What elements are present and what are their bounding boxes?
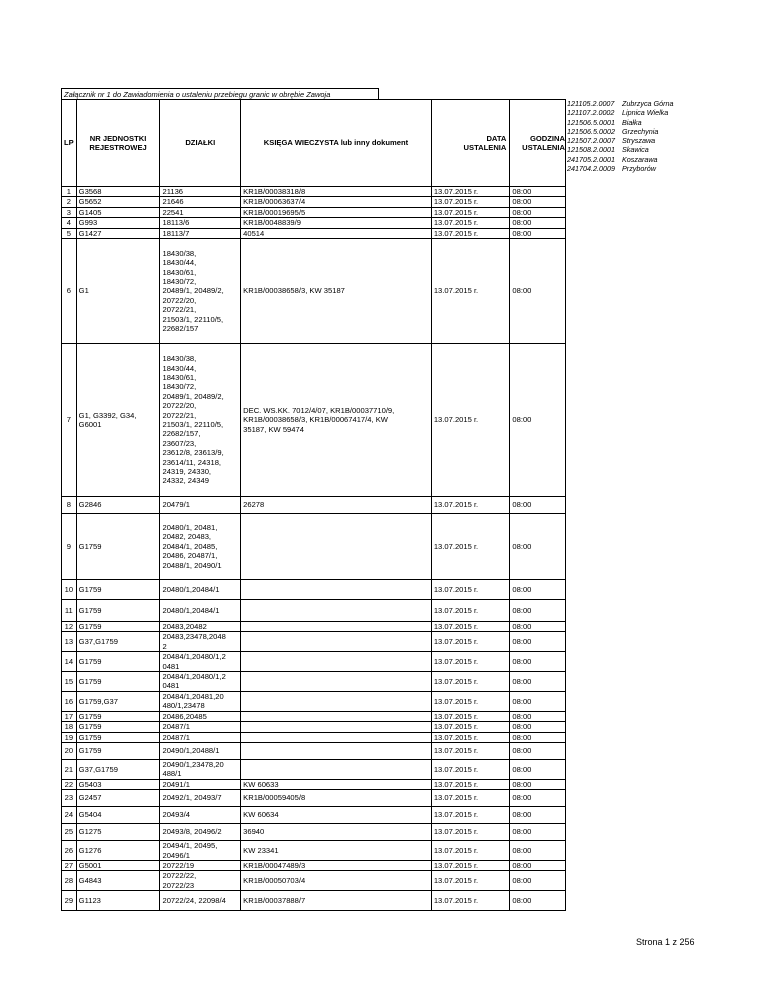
nr-jednostki-cell: G1759 xyxy=(76,652,160,672)
nr-jednostki-cell: G5403 xyxy=(76,779,160,789)
commune-code-row xyxy=(567,108,674,117)
ksiega-cell: KR1B/00050703/4 xyxy=(241,871,432,891)
table-row xyxy=(62,742,566,759)
lp-cell: 21 xyxy=(62,759,77,779)
ksiega-cell: 36940 xyxy=(241,824,432,841)
ksiega-cell: KR1B/00038318/8 xyxy=(241,187,432,197)
dzialki-cell: 20484/1,20480/1,2 0481 xyxy=(160,652,241,672)
commune-name: Zubrzyca Górna xyxy=(622,99,674,108)
commune-name: Koszarawa xyxy=(622,154,658,164)
ksiega-cell xyxy=(241,514,432,580)
data-cell: 13.07.2015 r. xyxy=(431,891,510,911)
commune-code-row xyxy=(567,127,674,136)
table-row xyxy=(62,497,566,514)
data-cell: 13.07.2015 r. xyxy=(431,600,510,622)
godzina-cell: 08:00 xyxy=(510,228,566,238)
lp-cell: 18 xyxy=(62,722,77,732)
dzialki-cell: 20487/1 xyxy=(160,732,241,742)
header-dzialki: DZIAŁKI xyxy=(160,100,241,187)
table-row xyxy=(62,622,566,632)
godzina-cell: 08:00 xyxy=(510,841,566,861)
lp-cell: 29 xyxy=(62,891,77,911)
godzina-cell: 08:00 xyxy=(510,344,566,497)
godzina-cell: 08:00 xyxy=(510,239,566,344)
ksiega-cell xyxy=(241,732,432,742)
godzina-cell: 08:00 xyxy=(510,722,566,732)
nr-jednostki-cell: G37,G1759 xyxy=(76,632,160,652)
godzina-cell: 08:00 xyxy=(510,218,566,228)
data-cell: 13.07.2015 r. xyxy=(431,580,510,600)
table-row xyxy=(62,759,566,779)
nr-jednostki-cell: G5404 xyxy=(76,807,160,824)
dzialki-cell: 20491/1 xyxy=(160,779,241,789)
commune-code-row xyxy=(567,99,674,108)
godzina-cell: 08:00 xyxy=(510,871,566,891)
godzina-cell: 08:00 xyxy=(510,807,566,824)
lp-cell: 9 xyxy=(62,514,77,580)
nr-jednostki-cell: G1759 xyxy=(76,514,160,580)
dzialki-cell: 18113/6 xyxy=(160,218,241,228)
dzialki-cell: 20722/22, 20722/23 xyxy=(160,871,241,891)
table-header-row xyxy=(62,100,566,187)
godzina-cell: 08:00 xyxy=(510,497,566,514)
table-row xyxy=(62,871,566,891)
nr-jednostki-cell: G1759 xyxy=(76,732,160,742)
dzialki-cell: 20493/8, 20496/2 xyxy=(160,824,241,841)
godzina-cell: 08:00 xyxy=(510,790,566,807)
ksiega-cell: KR1B/0048839/9 xyxy=(241,218,432,228)
dzialki-cell: 20490/1,23478,20 488/1 xyxy=(160,759,241,779)
header-godzina: GODZINA USTALENIA xyxy=(510,100,566,187)
commune-code-row xyxy=(567,164,674,173)
table-row xyxy=(62,632,566,652)
lp-cell: 24 xyxy=(62,807,77,824)
commune-code: 241704.2.0009 xyxy=(567,164,615,174)
ksiega-cell: 26278 xyxy=(241,497,432,514)
lp-cell: 19 xyxy=(62,732,77,742)
data-cell: 13.07.2015 r. xyxy=(431,622,510,632)
table-row xyxy=(62,187,566,197)
godzina-cell: 08:00 xyxy=(510,732,566,742)
godzina-cell: 08:00 xyxy=(510,711,566,721)
commune-code: 121107.2.0002 xyxy=(567,108,615,118)
table-row xyxy=(62,652,566,672)
dzialki-cell: 20490/1,20488/1 xyxy=(160,742,241,759)
godzina-cell: 08:00 xyxy=(510,779,566,789)
ksiega-cell: KR1B/00063637/4 xyxy=(241,197,432,207)
table-row xyxy=(62,691,566,711)
table-row xyxy=(62,228,566,238)
dzialki-cell: 20722/24, 22098/4 xyxy=(160,891,241,911)
nr-jednostki-cell: G37,G1759 xyxy=(76,759,160,779)
ksiega-cell: DEC. WS.KK. 7012/4/07, KR1B/00037710/9, KR1B/00038658/3, KR1B/00067417/4, KW 35187, KW 59474 xyxy=(241,344,432,497)
lp-cell: 4 xyxy=(62,218,77,228)
lp-cell: 3 xyxy=(62,207,77,217)
godzina-cell: 08:00 xyxy=(510,600,566,622)
dzialki-cell: 20494/1, 20495, 20496/1 xyxy=(160,841,241,861)
lp-cell: 14 xyxy=(62,652,77,672)
nr-jednostki-cell: G1759 xyxy=(76,722,160,732)
nr-jednostki-cell: G1, G3392, G34, G6001 xyxy=(76,344,160,497)
godzina-cell: 08:00 xyxy=(510,622,566,632)
parcel-table xyxy=(61,99,566,911)
godzina-cell: 08:00 xyxy=(510,197,566,207)
table-row xyxy=(62,218,566,228)
commune-name: Skawica xyxy=(622,145,649,155)
dzialki-cell: 20484/1,20481,20 480/1,23478 xyxy=(160,691,241,711)
ksiega-cell xyxy=(241,652,432,672)
table-row xyxy=(62,790,566,807)
table-row xyxy=(62,860,566,870)
table-row xyxy=(62,732,566,742)
dzialki-cell: 21136 xyxy=(160,187,241,197)
godzina-cell: 08:00 xyxy=(510,187,566,197)
lp-cell: 17 xyxy=(62,711,77,721)
nr-jednostki-cell: G1275 xyxy=(76,824,160,841)
nr-jednostki-cell: G3568 xyxy=(76,187,160,197)
document-title: Załącznik nr 1 do Zawiadomienia o ustaleniu przebiegu granic w obrębie Zawoja xyxy=(61,88,379,99)
dzialki-cell: 18430/38, 18430/44, 18430/61, 18430/72, 20489/1, 20489/2, 20722/20, 20722/21, 21503/1, 22110/5, 22682/157 xyxy=(160,239,241,344)
lp-cell: 20 xyxy=(62,742,77,759)
godzina-cell: 08:00 xyxy=(510,860,566,870)
dzialki-cell: 20483,23478,2048 2 xyxy=(160,632,241,652)
lp-cell: 25 xyxy=(62,824,77,841)
lp-cell: 23 xyxy=(62,790,77,807)
commune-code-row xyxy=(567,155,674,164)
table-row xyxy=(62,207,566,217)
data-cell: 13.07.2015 r. xyxy=(431,344,510,497)
nr-jednostki-cell: G1759 xyxy=(76,672,160,692)
nr-jednostki-cell: G1123 xyxy=(76,891,160,911)
lp-cell: 6 xyxy=(62,239,77,344)
lp-cell: 12 xyxy=(62,622,77,632)
data-cell: 13.07.2015 r. xyxy=(431,207,510,217)
dzialki-cell: 22541 xyxy=(160,207,241,217)
header-data: DATA USTALENIA xyxy=(431,100,510,187)
table-row xyxy=(62,807,566,824)
godzina-cell: 08:00 xyxy=(510,580,566,600)
ksiega-cell: KR1B/00037888/7 xyxy=(241,891,432,911)
data-cell: 13.07.2015 r. xyxy=(431,860,510,870)
lp-cell: 15 xyxy=(62,672,77,692)
data-cell: 13.07.2015 r. xyxy=(431,759,510,779)
data-cell: 13.07.2015 r. xyxy=(431,514,510,580)
godzina-cell: 08:00 xyxy=(510,207,566,217)
data-cell: 13.07.2015 r. xyxy=(431,871,510,891)
commune-name: Grzechynia xyxy=(622,126,659,136)
godzina-cell: 08:00 xyxy=(510,759,566,779)
table-row xyxy=(62,779,566,789)
ksiega-cell: 40514 xyxy=(241,228,432,238)
ksiega-cell xyxy=(241,672,432,692)
lp-cell: 22 xyxy=(62,779,77,789)
table-row xyxy=(62,891,566,911)
dzialki-cell: 20480/1, 20481, 20482, 20483, 20484/1, 20485, 20486, 20487/1, 20488/1, 20490/1 xyxy=(160,514,241,580)
godzina-cell: 08:00 xyxy=(510,891,566,911)
data-cell: 13.07.2015 r. xyxy=(431,790,510,807)
lp-cell: 10 xyxy=(62,580,77,600)
godzina-cell: 08:00 xyxy=(510,632,566,652)
dzialki-cell: 20483,20482 xyxy=(160,622,241,632)
godzina-cell: 08:00 xyxy=(510,672,566,692)
nr-jednostki-cell: G5652 xyxy=(76,197,160,207)
dzialki-cell: 20479/1 xyxy=(160,497,241,514)
commune-code: 121508.2.0001 xyxy=(567,145,615,155)
header-nr-jednostki: NR JEDNOSTKI REJESTROWEJ xyxy=(76,100,160,187)
nr-jednostki-cell: G1 xyxy=(76,239,160,344)
ksiega-cell: KR1B/00059405/8 xyxy=(241,790,432,807)
dzialki-cell: 20480/1,20484/1 xyxy=(160,600,241,622)
commune-codes-list xyxy=(567,99,674,173)
ksiega-cell: KR1B/00019695/5 xyxy=(241,207,432,217)
nr-jednostki-cell: G1276 xyxy=(76,841,160,861)
ksiega-cell xyxy=(241,600,432,622)
nr-jednostki-cell: G4843 xyxy=(76,871,160,891)
data-cell: 13.07.2015 r. xyxy=(431,722,510,732)
nr-jednostki-cell: G1759 xyxy=(76,742,160,759)
dzialki-cell: 18430/38, 18430/44, 18430/61, 18430/72, 20489/1, 20489/2, 20722/20, 20722/21, 21503/1, 22110/5, 22682/157, 23607/23, 23612/8, 23613/9, 23614/11, 24318, 24319, 24330, 24332, 24349 xyxy=(160,344,241,497)
commune-code-row xyxy=(567,118,674,127)
godzina-cell: 08:00 xyxy=(510,652,566,672)
page-number: Strona 1 z 256 xyxy=(636,937,695,947)
ksiega-cell: KR1B/00047489/3 xyxy=(241,860,432,870)
data-cell: 13.07.2015 r. xyxy=(431,652,510,672)
lp-cell: 7 xyxy=(62,344,77,497)
lp-cell: 11 xyxy=(62,600,77,622)
commune-code: 121507.2.0007 xyxy=(567,136,615,146)
table-row xyxy=(62,239,566,344)
table-row xyxy=(62,344,566,497)
nr-jednostki-cell: G1405 xyxy=(76,207,160,217)
table-row xyxy=(62,841,566,861)
data-cell: 13.07.2015 r. xyxy=(431,742,510,759)
nr-jednostki-cell: G1427 xyxy=(76,228,160,238)
ksiega-cell xyxy=(241,711,432,721)
commune-code-row xyxy=(567,136,674,145)
ksiega-cell: KW 23341 xyxy=(241,841,432,861)
data-cell: 13.07.2015 r. xyxy=(431,228,510,238)
ksiega-cell xyxy=(241,742,432,759)
ksiega-cell: KW 60634 xyxy=(241,807,432,824)
nr-jednostki-cell: G1759 xyxy=(76,622,160,632)
ksiega-cell xyxy=(241,722,432,732)
nr-jednostki-cell: G1759,G37 xyxy=(76,691,160,711)
godzina-cell: 08:00 xyxy=(510,824,566,841)
table-row xyxy=(62,672,566,692)
commune-name: Białka xyxy=(622,117,642,127)
commune-name: Stryszawa xyxy=(622,136,656,146)
data-cell: 13.07.2015 r. xyxy=(431,632,510,652)
header-ksiega: KSIĘGA WIECZYSTA lub inny dokument xyxy=(241,100,432,187)
dzialki-cell: 20486,20485 xyxy=(160,711,241,721)
godzina-cell: 08:00 xyxy=(510,514,566,580)
data-cell: 13.07.2015 r. xyxy=(431,218,510,228)
lp-cell: 28 xyxy=(62,871,77,891)
dzialki-cell: 20492/1, 20493/7 xyxy=(160,790,241,807)
nr-jednostki-cell: G5001 xyxy=(76,860,160,870)
data-cell: 13.07.2015 r. xyxy=(431,824,510,841)
nr-jednostki-cell: G1759 xyxy=(76,600,160,622)
data-cell: 13.07.2015 r. xyxy=(431,841,510,861)
dzialki-cell: 18113/7 xyxy=(160,228,241,238)
lp-cell: 5 xyxy=(62,228,77,238)
dzialki-cell: 20484/1,20480/1,2 0481 xyxy=(160,672,241,692)
commune-code-row xyxy=(567,145,674,154)
table-row xyxy=(62,722,566,732)
lp-cell: 13 xyxy=(62,632,77,652)
ksiega-cell: KW 60633 xyxy=(241,779,432,789)
dzialki-cell: 20487/1 xyxy=(160,722,241,732)
ksiega-cell: KR1B/00038658/3, KW 35187 xyxy=(241,239,432,344)
data-cell: 13.07.2015 r. xyxy=(431,672,510,692)
table-row xyxy=(62,711,566,721)
data-cell: 13.07.2015 r. xyxy=(431,197,510,207)
nr-jednostki-cell: G2846 xyxy=(76,497,160,514)
ksiega-cell xyxy=(241,691,432,711)
table-row xyxy=(62,514,566,580)
table-row xyxy=(62,197,566,207)
lp-cell: 1 xyxy=(62,187,77,197)
data-cell: 13.07.2015 r. xyxy=(431,187,510,197)
header-lp: LP xyxy=(62,100,77,187)
table-row xyxy=(62,580,566,600)
table-row xyxy=(62,600,566,622)
table-row xyxy=(62,824,566,841)
commune-code: 121105.2.0007 xyxy=(567,99,615,108)
ksiega-cell xyxy=(241,632,432,652)
nr-jednostki-cell: G1759 xyxy=(76,711,160,721)
dzialki-cell: 20722/19 xyxy=(160,860,241,870)
data-cell: 13.07.2015 r. xyxy=(431,497,510,514)
lp-cell: 16 xyxy=(62,691,77,711)
godzina-cell: 08:00 xyxy=(510,742,566,759)
lp-cell: 26 xyxy=(62,841,77,861)
dzialki-cell: 21646 xyxy=(160,197,241,207)
commune-code: 121506.5.0002 xyxy=(567,126,615,136)
data-cell: 13.07.2015 r. xyxy=(431,691,510,711)
nr-jednostki-cell: G993 xyxy=(76,218,160,228)
commune-code: 241705.2.0001 xyxy=(567,154,615,164)
ksiega-cell xyxy=(241,759,432,779)
lp-cell: 8 xyxy=(62,497,77,514)
dzialki-cell: 20493/4 xyxy=(160,807,241,824)
ksiega-cell xyxy=(241,580,432,600)
data-cell: 13.07.2015 r. xyxy=(431,732,510,742)
ksiega-cell xyxy=(241,622,432,632)
nr-jednostki-cell: G2457 xyxy=(76,790,160,807)
lp-cell: 2 xyxy=(62,197,77,207)
nr-jednostki-cell: G1759 xyxy=(76,580,160,600)
commune-name: Przyborów xyxy=(622,164,656,174)
dzialki-cell: 20480/1,20484/1 xyxy=(160,580,241,600)
data-cell: 13.07.2015 r. xyxy=(431,711,510,721)
data-cell: 13.07.2015 r. xyxy=(431,807,510,824)
godzina-cell: 08:00 xyxy=(510,691,566,711)
table-body xyxy=(62,187,566,911)
commune-name: Lipnica Wielka xyxy=(622,108,669,118)
data-cell: 13.07.2015 r. xyxy=(431,779,510,789)
commune-code: 121506.5.0001 xyxy=(567,117,615,127)
lp-cell: 27 xyxy=(62,860,77,870)
data-cell: 13.07.2015 r. xyxy=(431,239,510,344)
